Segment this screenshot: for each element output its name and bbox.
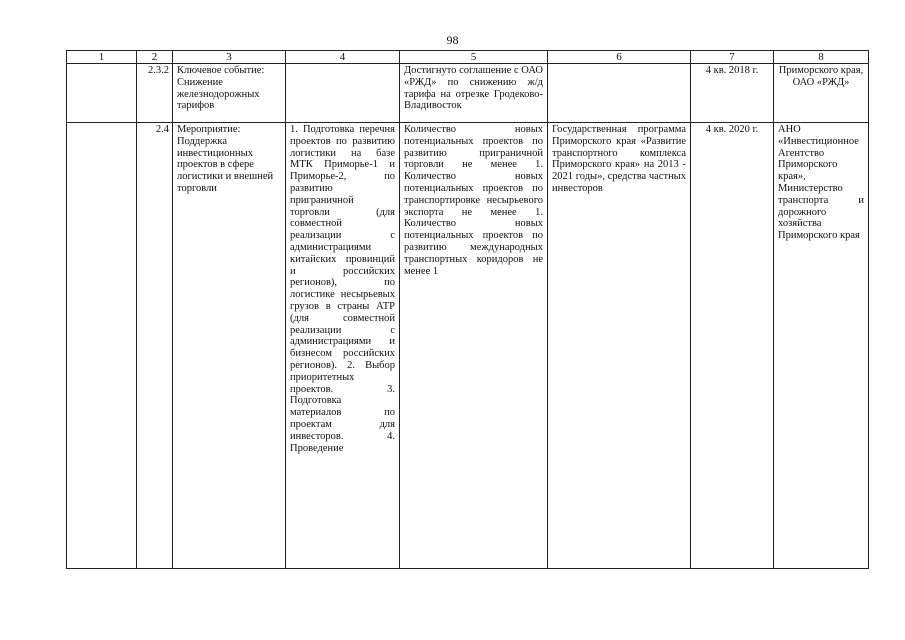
cell-funding xyxy=(548,64,691,123)
cell-deadline: 4 кв. 2020 г. xyxy=(691,123,774,569)
column-header: 5 xyxy=(400,51,548,64)
column-header: 4 xyxy=(286,51,400,64)
cell-result: Количество новых потенциальных проектов по развитию приграничной торговли не менее 1. Количество новых потенциальных проектов по транспортировке несырьевого экспорта не менее 1. Количество новых потенциальных проектов по развитию международных транспортных коридоров не менее 1 xyxy=(400,123,548,569)
column-header: 8 xyxy=(774,51,869,64)
data-table xyxy=(66,50,869,569)
column-header: 1 xyxy=(67,51,137,64)
cell-responsible: Приморского края, ОАО «РЖД» xyxy=(774,64,869,123)
cell-col1 xyxy=(67,64,137,123)
cell-actions: 1. Подготовка перечня проектов по развитию логистики на базе МТК Приморье-1 и Приморье-2, по развитию приграничной торговли (для совместной реализации с администрациями китайских провинций и российских регионов), по логистике несырьевых грузов в страны АТР (для совместной реализации с администрациями и бизнесом российских регионов). 2. Выбор приоритетных проектов. 3. Подготовка материалов по проектам для инвесторов. 4. Проведение xyxy=(286,123,400,569)
cell-result: Достигнуто соглашение с ОАО «РЖД» по снижению ж/д тарифа на отрезке Гродеково-Владивосток xyxy=(400,64,548,123)
column-header: 3 xyxy=(173,51,286,64)
cell-event-name: Мероприятие: Поддержка инвестиционных проектов в сфере логистики и внешней торговли xyxy=(173,123,286,569)
table-header-row xyxy=(67,51,869,64)
cell-actions xyxy=(286,64,400,123)
column-header: 7 xyxy=(691,51,774,64)
page-number: 98 xyxy=(446,33,459,47)
cell-event-name: Ключевое событие: Снижение железнодорожных тарифов xyxy=(173,64,286,123)
column-header: 2 xyxy=(137,51,173,64)
cell-responsible: АНО «Инвестиционное Агентство Приморского края», Министерство транспорта и дорожного хозяйства Приморского края xyxy=(774,123,869,569)
column-header: 6 xyxy=(548,51,691,64)
cell-item-number: 2.4 xyxy=(137,123,173,569)
table-row xyxy=(67,64,869,123)
cell-funding: Государственная программа Приморского края «Развитие транспортного комплекса Приморского края» на 2013 - 2021 годы», средства частных инвесторов xyxy=(548,123,691,569)
cell-deadline: 4 кв. 2018 г. xyxy=(691,64,774,123)
cell-col1 xyxy=(67,123,137,569)
cell-item-number: 2.3.2 xyxy=(137,64,173,123)
table-row xyxy=(67,123,869,569)
